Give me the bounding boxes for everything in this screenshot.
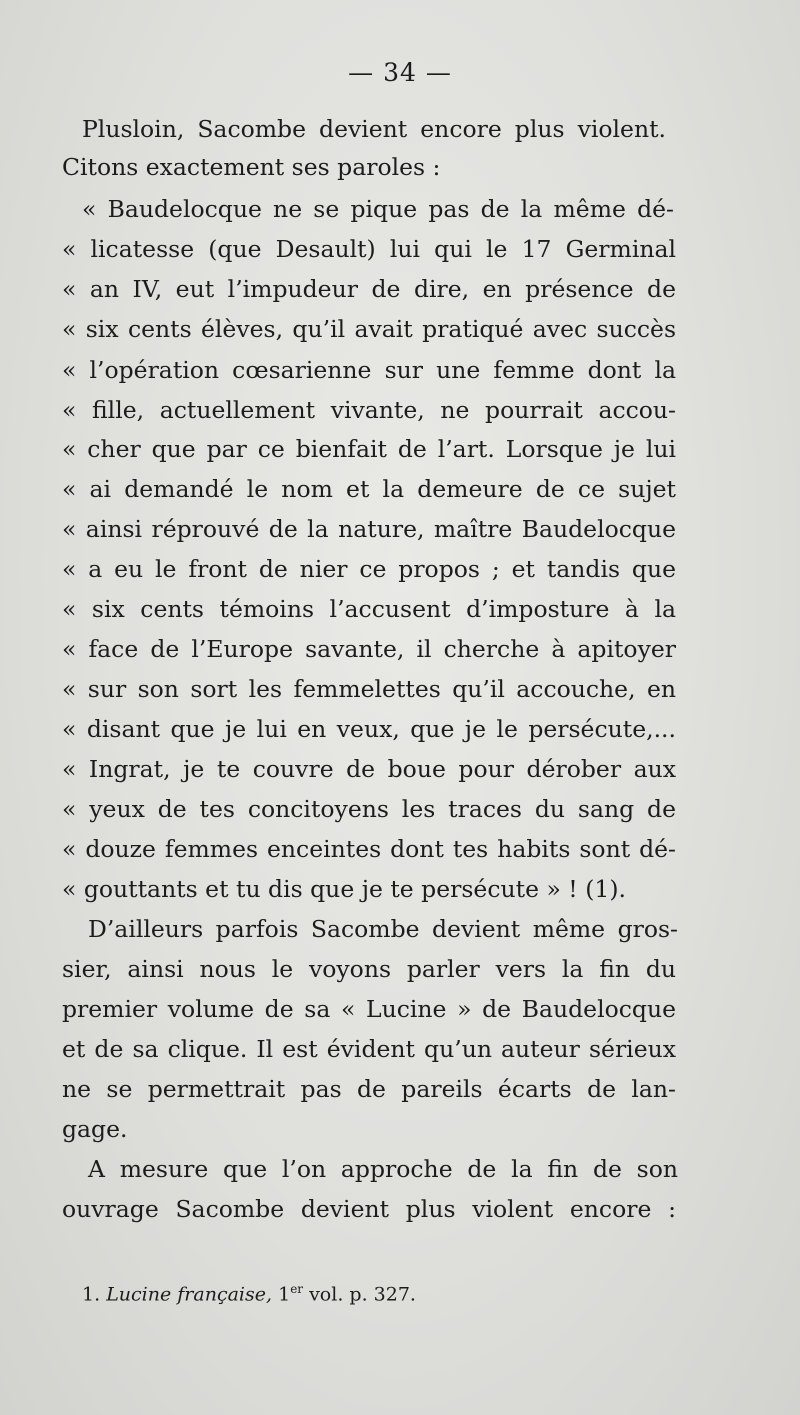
footnote-number: 1. — [82, 1283, 101, 1306]
text-line: ne se permettrait pas de pareils écarts de lan- — [62, 1075, 676, 1103]
text-line: « gouttants et tu dis que je te persécute » ! (1). — [62, 875, 626, 903]
text-line: « six cents élèves, qu’il avait pratiqué avec succès — [62, 315, 676, 343]
text-line: Plusloin, Sacombe devient encore plus violent. — [82, 115, 666, 143]
text-line: « Ingrat, je te couvre de boue pour dérober aux — [62, 755, 676, 783]
text-line: sier, ainsi nous le voyons parler vers la fin du — [62, 955, 676, 983]
text-line: « face de l’Europe savante, il cherche à apitoyer — [62, 635, 676, 663]
text-line: gage. — [62, 1115, 128, 1143]
text-line: A mesure que l’on approche de la fin de son — [88, 1155, 678, 1183]
text-line: D’ailleurs parfois Sacombe devient même gros- — [88, 915, 678, 943]
text-line: « sur son sort les femmelettes qu’il accouche, en — [62, 675, 676, 703]
text-line: « an IV, eut l’impudeur de dire, en présence de — [62, 275, 676, 303]
text-line: « l’opération cœsarienne sur une femme dont la — [62, 356, 676, 384]
page-number: — 34 — — [348, 58, 452, 87]
text-line: premier volume de sa « Lucine » de Baudelocque — [62, 995, 676, 1023]
footnote-title: Lucine française, — [106, 1283, 273, 1306]
text-line: et de sa clique. Il est évident qu’un auteur sérieux — [62, 1035, 676, 1063]
text-line: « fille, actuellement vivante, ne pourrait accou- — [62, 396, 676, 424]
text-line: « Baudelocque ne se pique pas de la même dé- — [82, 195, 674, 223]
footnote-volume-superscript: er — [290, 1282, 304, 1296]
text-line: « yeux de tes concitoyens les traces du sang de — [62, 795, 676, 823]
text-line: « douze femmes enceintes dont tes habits sont dé- — [62, 835, 676, 863]
text-line: « a eu le front de nier ce propos ; et tandis que — [62, 555, 676, 583]
text-line: « disant que je lui en veux, que je le persécute,... — [62, 715, 676, 743]
text-line: Citons exactement ses paroles : — [62, 153, 441, 181]
text-line: « licatesse (que Desault) lui qui le 17 Germinal — [62, 235, 676, 263]
text-line: « ai demandé le nom et la demeure de ce sujet — [62, 475, 676, 503]
footnote-rest: vol. p. 327. — [309, 1283, 416, 1306]
text-line: « ainsi réprouvé de la nature, maître Baudelocque — [62, 515, 676, 543]
text-line: « six cents témoins l’accusent d’imposture à la — [62, 595, 676, 623]
footnote-volume: 1 — [278, 1283, 291, 1306]
text-line: ouvrage Sacombe devient plus violent encore : — [62, 1195, 676, 1223]
footnote — [82, 1283, 416, 1304]
text-line: « cher que par ce bienfait de l’art. Lorsque je lui — [62, 435, 676, 463]
